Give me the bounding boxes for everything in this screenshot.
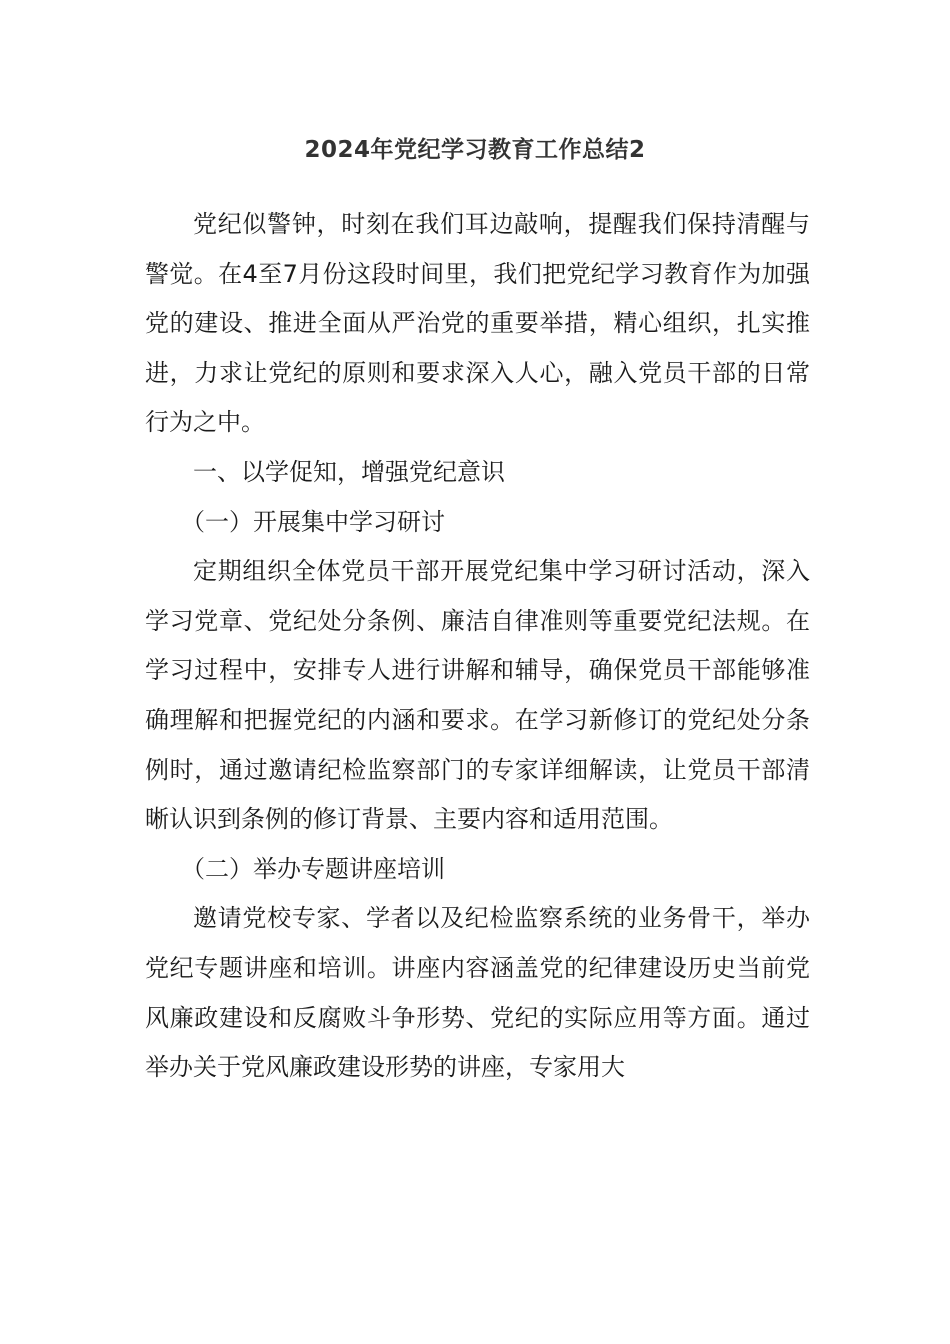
document-body	[145, 200, 810, 1093]
subsection-heading-1: （一）开展集中学习研讨	[181, 507, 445, 536]
subsection-2-paragraph: 邀请党校专家、学者以及纪检监察系统的业务骨干，举办党纪专题讲座和培训。讲座内容涵盖党的纪律建设历史当前党风廉政建设和反腐败斗争形势、党纪的实际应用等方面。通过举办关于党风廉政建设形势的讲座，专家用大	[145, 904, 810, 1082]
intro-paragraph: 党纪似警钟，时刻在我们耳边敲响，提醒我们保持清醒与警觉。在4至7月份这段时间里，我们把党纪学习教育作为加强党的建设、推进全面从严治党的重要举措，精心组织，扎实推进，力求让党纪的原则和要求深入人心，融入党员干部的日常行为之中。	[145, 210, 810, 437]
document-title: 2024年党纪学习教育工作总结2	[304, 137, 646, 163]
subsection-heading-2: （二）举办专题讲座培训	[181, 854, 445, 883]
section-heading-1: 一、以学促知，增强党纪意识	[193, 457, 505, 486]
subsection-1-paragraph: 定期组织全体党员干部开展党纪集中学习研讨活动，深入学习党章、党纪处分条例、廉洁自律准则等重要党纪法规。在学习过程中，安排专人进行讲解和辅导，确保党员干部能够准确理解和把握党纪的内涵和要求。在学习新修订的党纪处分条例时，通过邀请纪检监察部门的专家详细解读，让党员干部清晰认识到条例的修订背景、主要内容和适用范围。	[145, 557, 810, 834]
